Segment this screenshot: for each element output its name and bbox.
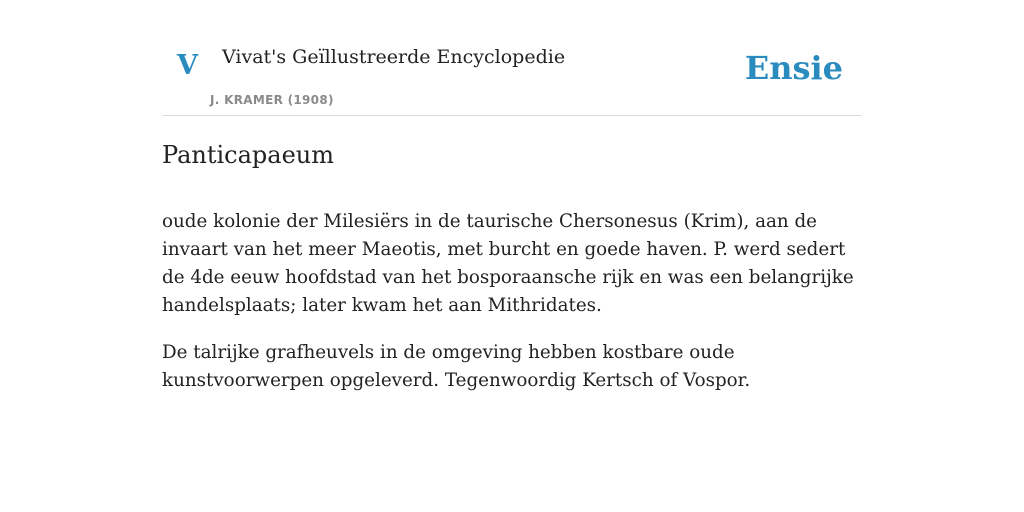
ensie-logo-link[interactable]: Ensie [744, 49, 843, 87]
book-author: J. KRAMER (1908) [210, 93, 334, 107]
book-header [162, 0, 862, 116]
page [162, 0, 862, 395]
book-logo-link[interactable]: V [177, 50, 198, 81]
book-title-link[interactable]: Vivat's Geïllustreerde Encyclopedie [222, 46, 566, 68]
entry-paragraph: De talrijke grafheuvels in de omgeving hebben kostbare oude kunstvoorwerpen opgeleverd. Tegenwoordig Kertsch of Vospor. [162, 342, 751, 391]
entry-paragraph: oude kolonie der Milesiërs in de taurische Chersonesus (Krim), aan de invaart van het meer Maeotis, met burcht en goede haven. P. werd sedert de 4de eeuw hoofdstad van het bosporaansche rijk en was een belangrijke handelsplaats; later kwam het aan Mithridates. [162, 211, 854, 316]
entry-title: Panticapaeum [162, 141, 334, 169]
entry-body [162, 208, 862, 395]
